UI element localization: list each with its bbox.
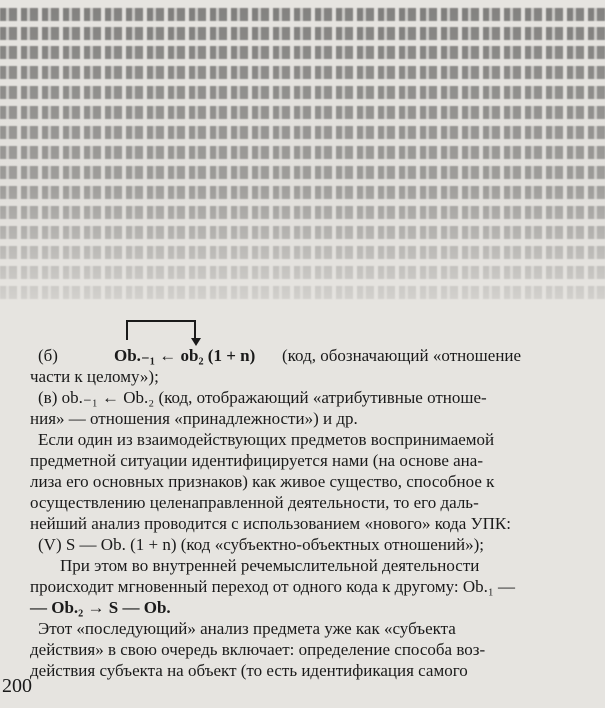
line: действия субъекта на объект (то есть идентификация самого: [30, 661, 468, 680]
line: предметной ситуации идентифицируется нами (на основе ана-: [30, 451, 483, 470]
line: осуществлению целенаправленной деятельности, то его даль-: [30, 493, 479, 512]
bleed-through-text: [0, 0, 605, 310]
line: Если один из взаимодействующих предметов воспринимаемой: [38, 430, 495, 449]
line-b-desc: (код, обозначающий «отношение: [282, 346, 522, 365]
line: части к целому»);: [30, 367, 159, 386]
line: действия» в свою очередь включает: определение способа воз-: [30, 640, 486, 659]
line: нейший анализ проводится с использованием «нового» кода УПК:: [30, 514, 511, 533]
line: лиза его основных признаков) как живое существо, способное к: [30, 472, 495, 491]
formula-v: (V) S — Ob. (1 + n) (код «субъектно-объектных отношений»);: [38, 535, 485, 554]
formula-b: Ob.₋₁ ← ob₂ (1 + n): [114, 346, 256, 365]
page-number: 200: [2, 675, 32, 697]
formula-transition: — Ob.₂ → S — Ob.: [30, 598, 171, 617]
line-b-label: (б): [38, 346, 58, 365]
line: происходит мгновенный переход от одного кода к другому: Ob.₁ —: [30, 577, 516, 596]
relation-arrow-bracket: [126, 320, 196, 340]
line: ния» — отношения «принадлежности») и др.: [30, 409, 358, 428]
line: При этом во внутренней речемыслительной деятельности: [60, 556, 480, 575]
line: (в) ob.₋₁ ← Ob.₂ (код, отображающий «атрибутивные отноше-: [38, 388, 487, 407]
line: Этот «последующий» анализ предмета уже как «субъекта: [38, 619, 456, 638]
